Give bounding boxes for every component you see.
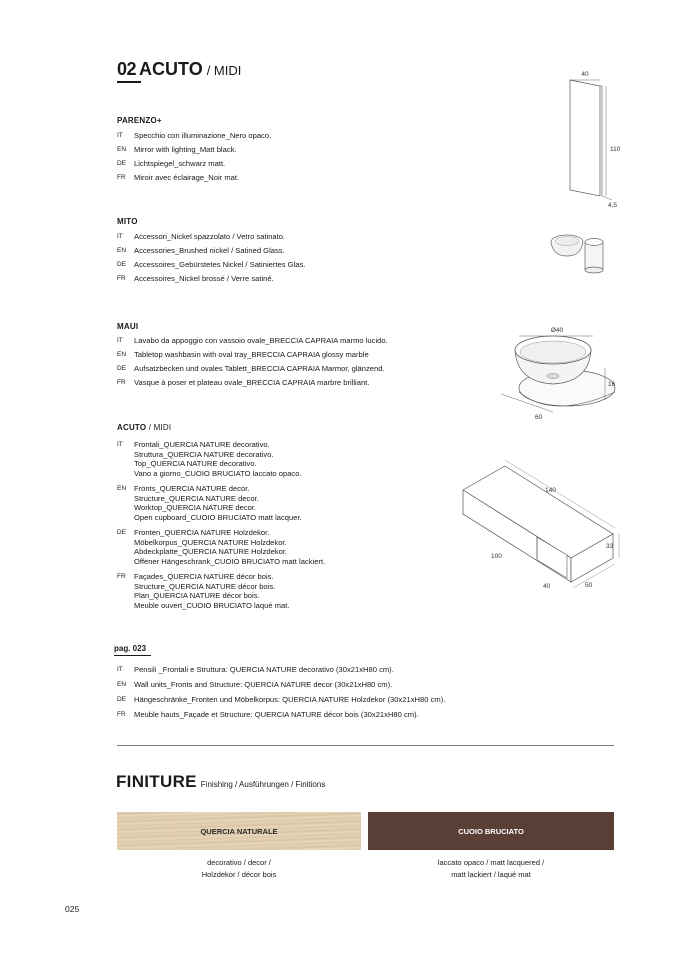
lang-text: Mirror with lighting_Matt black. — [134, 145, 237, 154]
lang-text: Frontali_QUERCIA NATURE decorativo. Struttura_QUERCIA NATURE decorativo. Top_QUERCIA NATURE decorativo. Vano a giorno_CUOIO BRUCIATO laccato opaco. — [134, 440, 302, 478]
lang-code: IT — [117, 132, 123, 139]
swatch-quercia-naturale — [117, 812, 361, 850]
lang-row-de — [117, 528, 325, 566]
lang-row-en — [117, 484, 325, 522]
lang-code: IT — [117, 233, 123, 240]
section-pag — [117, 665, 445, 724]
cabinet-width-label: 140 — [545, 487, 556, 494]
basin-length-label: 60 — [535, 414, 543, 421]
title-underline — [117, 81, 141, 83]
lang-code: DE — [117, 365, 127, 372]
tumbler-base — [585, 267, 603, 273]
tumbler-rim — [585, 239, 603, 246]
lang-text: Accessoires_Nickel brossé / Verre satiné. — [134, 274, 274, 283]
section-title — [117, 423, 325, 432]
lang-row-en — [117, 246, 305, 256]
cabinet-depth-label: 50 — [585, 582, 593, 589]
lang-row-de — [117, 364, 388, 374]
basin-diameter-label: Ø40 — [550, 327, 564, 334]
swatch-cuoio-bruciato — [368, 812, 614, 850]
cabinet-open-label: 40 — [543, 583, 551, 590]
lang-code: EN — [117, 351, 127, 358]
lang-text: Meuble hauts_Façade et Structure: QUERCIA NATURE décor bois (30x21xH80 cm). — [134, 710, 419, 719]
lang-code: FR — [117, 379, 126, 386]
lang-text: Façades_QUERCIA NATURE décor bois. Structure_QUERCIA NATURE décor bois. Plan_QUERCIA NATURE décor bois. Meuble ouvert_CUOIO BRUCIATO laqué mat. — [134, 572, 290, 610]
lang-code: IT — [117, 666, 123, 673]
lang-code: FR — [117, 711, 126, 718]
lang-text: Tabletop washbasin with oval tray_BRECCIA CAPRAIA glossy marble — [134, 350, 369, 359]
mirror-drawing — [560, 64, 630, 214]
lang-text: Lichtspiegel_schwarz matt. — [134, 159, 226, 168]
section-title: MITO — [117, 217, 138, 226]
lang-text: Fronten_QUERCIA NATURE Holzdekor. Möbelkorpus_QUERCIA NATURE Holzdekor. Abdeckplatte_QUERCIA NATURE Holzdekor. Offener Hängeschrank_CUOIO BRUCIATO matt lackiert. — [134, 528, 326, 566]
section-title-main: ACUTO — [117, 423, 147, 432]
lang-row-fr — [117, 572, 325, 610]
cabinet-height-label: 33 — [606, 543, 614, 550]
lang-row-it — [117, 131, 271, 141]
soap-dish-inner — [555, 237, 579, 246]
lang-code: EN — [117, 146, 127, 153]
section-mito — [117, 217, 305, 288]
lang-text: Fronts_QUERCIA NATURE decor. Structure_QUERCIA NATURE decor. Worktop_QUERCIA NATURE decor. Open cupboard_CUOIO BRUCIATO matt lacquer. — [134, 484, 302, 522]
basin-drawing — [495, 320, 625, 430]
lang-code: EN — [117, 485, 127, 492]
title-number: 02 — [117, 59, 137, 79]
lang-row-it — [117, 336, 388, 346]
basin-drain — [547, 374, 559, 379]
lang-row-fr — [117, 274, 305, 284]
mirror-width-label: 40 — [581, 71, 589, 78]
lang-row-de — [117, 695, 445, 705]
divider — [117, 745, 614, 746]
finishes-subtitle: Finishing / Ausführungen / Finitions — [200, 780, 326, 789]
cabinet-closed-label: 100 — [491, 553, 502, 560]
lang-text: Hängeschränke_Fronten und Möbelkorpus: QUERCIA NATURE Holzdekor (30x21xH80 cm). — [134, 695, 446, 704]
mirror-shape — [570, 80, 600, 196]
title-name: ACUTO — [139, 59, 203, 79]
finishes-heading: FINITURE — [116, 772, 197, 791]
accessories-drawing — [545, 228, 615, 278]
lang-row-de — [117, 159, 271, 169]
lang-text: Specchio con illuminazione_Nero opaco. — [134, 131, 272, 140]
basin-inner — [520, 341, 586, 363]
page-reference-underline — [114, 655, 151, 656]
finishes-title — [116, 772, 325, 792]
lang-code: FR — [117, 174, 126, 181]
cabinet-drawing — [455, 460, 625, 600]
mirror-depth-label: 4,5 — [608, 202, 618, 209]
lang-code: FR — [117, 275, 126, 282]
lang-code: DE — [117, 696, 127, 703]
swatch-label: CUOIO BRUCIATO — [458, 826, 524, 836]
lang-text: Vasque à poser et plateau ovale_BRECCIA CAPRAIA marbre brilliant. — [134, 378, 370, 387]
lang-row-en — [117, 145, 271, 155]
title-variant: / MIDI — [206, 63, 242, 78]
section-title: MAUI — [117, 322, 139, 331]
section-title: PARENZO+ — [117, 116, 162, 125]
section-acuto — [117, 423, 325, 614]
lang-row-en — [117, 350, 388, 360]
tumbler — [585, 242, 603, 270]
lang-text: Miroir avec éclairage_Noir mat. — [134, 173, 240, 182]
lang-row-it — [117, 440, 325, 478]
lang-text: Accessories_Brushed nickel / Satined Glass. — [134, 246, 285, 255]
dimension-line — [602, 196, 612, 200]
lang-text: Wall units_Fronts and Structure: QUERCIA NATURE decor (30x21xH80 cm). — [134, 680, 393, 689]
lang-code: IT — [117, 441, 123, 448]
lang-row-fr — [117, 710, 445, 720]
lang-code: EN — [117, 681, 127, 688]
page-reference: pag. 023 — [114, 644, 147, 653]
lang-code: FR — [117, 573, 126, 580]
lang-code: DE — [117, 261, 127, 268]
lang-code: EN — [117, 247, 127, 254]
section-maui — [117, 322, 388, 392]
swatch-label: QUERCIA NATURALE — [200, 826, 278, 836]
page-title — [117, 59, 241, 80]
lang-text: Pensili _Frontali e Struttura: QUERCIA NATURE decorativo (30x21xH80 cm). — [134, 665, 394, 674]
lang-row-it — [117, 665, 445, 675]
lang-row-it — [117, 232, 305, 242]
lang-row-en — [117, 680, 445, 690]
lang-row-fr — [117, 378, 388, 388]
lang-row-de — [117, 260, 305, 270]
lang-row-fr — [117, 173, 271, 183]
lang-text: Lavabo da appoggio con vassoio ovale_BRECCIA CAPRAIA marmo lucido. — [134, 336, 388, 345]
lang-text: Accessori_Nickel spazzolato / Vetro satinato. — [134, 232, 286, 241]
page-number: 025 — [65, 904, 80, 914]
lang-code: DE — [117, 160, 127, 167]
lang-code: DE — [117, 529, 127, 536]
section-title-suffix: / MIDI — [148, 423, 172, 432]
section-parenzo — [117, 116, 271, 187]
mirror-height-label: 110 — [610, 146, 621, 153]
lang-text: Accessoires_Gebürstetes Nickel / Satiniertes Glas. — [134, 260, 306, 269]
basin-height-label: 16 — [608, 381, 616, 388]
swatch-caption: laccato opaco / matt lacquered / matt lackiert / laqué mat — [437, 858, 545, 879]
swatch-caption: decorativo / decor / Holzdekor / décor bois — [201, 858, 277, 879]
lang-text: Aufsatzbecken und ovales Tablett_BRECCIA CAPRAIA Marmor, glänzend. — [134, 364, 385, 373]
lang-code: IT — [117, 337, 123, 344]
